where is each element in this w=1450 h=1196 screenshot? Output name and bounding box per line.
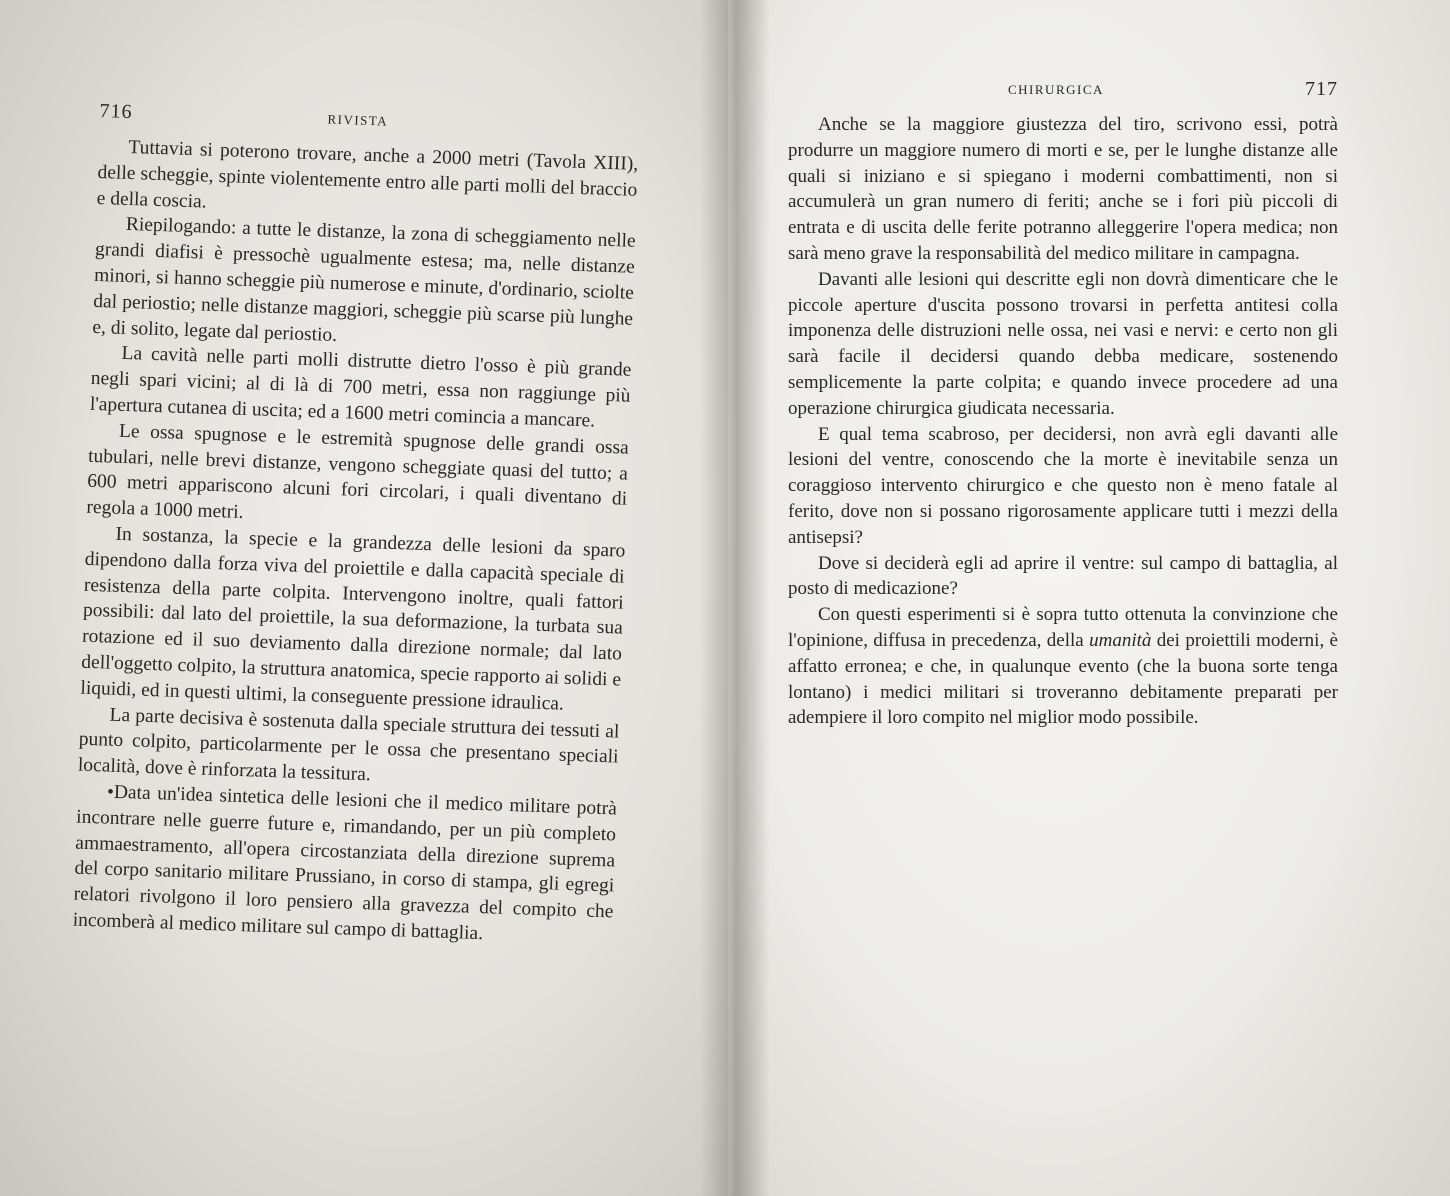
paragraph: Dove si deciderà egli ad aprire il ventre: sul campo di battaglia, al posto di medicazione?: [788, 552, 1338, 600]
paragraph-text: Con questi esperimenti si è sopra tutto ottenuta la convinzione che l'opinione, diffusa in precedenza, della: [788, 604, 1338, 651]
italic-term: umanità: [1089, 629, 1152, 651]
page-number: 717: [1305, 78, 1338, 100]
paragraph: La parte decisiva è sostenuta dalla speciale struttura dei tessuti al punto colpito, particolarmente per le ossa che presentano speciali località, dove è rinforzata la tessitura.: [77, 704, 620, 786]
running-head: CHIRURGICA: [1008, 82, 1104, 97]
page-number: 716: [99, 100, 133, 124]
paragraph: Anche se la maggiore giustezza del tiro, scrivono essi, potrà produrre un maggiore numero di morti e se, per le lunghe distanze alle quali si iniziano e si spiegano i moderni combattimenti, non si accumulerà un gran numero di feriti; anche se i fori più piccoli di entrata e di uscita delle ferite potranno alleggerire l'opera medica; non sarà meno grave la responsabilità del medico militare in campagna.: [788, 114, 1338, 264]
paragraph: In sostanza, la specie e la grandezza delle lesioni da sparo dipendono dalla forza viva del proiettile e dalla capacità speciale di resistenza della parte colpita. Intervengono inoltre, quali fattori possibili: dal lato del proiettile, la sua deformazione, la turbata sua rotazione ed il suo deviamento dalla direzione normale; dal lato dell'oggetto colpito, la struttura anatomica, specie rapporto ai solidi e liquidi, ed in questi ultimi, la conseguente pressione idraulica.: [80, 523, 626, 715]
paragraph: Davanti alle lesioni qui descritte egli non dovrà dimenticare che le piccole aperture d'uscita possono trovarsi in perfetta antitesi colla imponenza delle distruzioni nelle ossa, nei vasi e nervi: e certo non gli sarà facile il decidersi quando debba medicare, sostenendo semplicemente la parte colpita; e quando invece procedere ad una operazione chirurgica giudicata necessaria.: [788, 268, 1338, 419]
paragraph: Riepilogando: a tutte le distanze, la zona di scheggiamento nelle grandi diafisi è pressochè ugualmente estesa; ma, nelle distanze minori, si hanno scheggie più numerose e minute, d'ordinario, sciolte dal periostio; nelle distanze maggiori, scheggie più scarse più lunghe e, di solito, legate dal periostio.: [92, 214, 636, 346]
paragraph-text: dei proiettili moderni, è affatto erronea; e che, in qualunque evento (che la buona sorte tenga lontano) i medici militari si troveranno debitamente preparati per adempiere il loro compito nel miglior modo possibile.: [788, 629, 1338, 729]
paragraph: [788, 602, 1338, 731]
right-page-content: [788, 78, 1338, 731]
right-page-text: [788, 112, 1338, 731]
paragraph: Tuttavia si poterono trovare, anche a 2000 metri (Tavola XIII), delle scheggie, spinte violentemente entro alle parti molli del braccio e della coscia.: [96, 136, 639, 213]
right-page-header: [788, 78, 1338, 112]
left-page-content: [72, 100, 639, 951]
book-gutter: [700, 0, 770, 1196]
left-page-text: [72, 134, 638, 951]
paragraph: Le ossa spugnose e le estremità spugnose delle grandi ossa tubulari, nelle brevi distanze, vengono scheggiate quasi del tutto; a 600 metri appariscono alcuni fori circolari, i quali diventano di regola a 1000 metri.: [86, 420, 630, 524]
paragraph: •Data un'idea sintetica delle lesioni che il medico militare potrà incontrare nelle guerre future e, rimandando, per un più completo ammaestramento, all'opera circostanziata della direzione suprema del corpo sanitario militare Prussiano, in corso di stampa, gli egregi relatori rivolgono il loro pensiero alla gravezza del compito che incomberà al medico militare sul campo di battaglia.: [72, 781, 618, 945]
paragraph: La cavità nelle parti molli distrutte dietro l'osso è più grande negli spari vicini; al di là di 700 metri, essa non raggiunge più l'apertura cutanea di uscita; ed a 1600 metri comincia a mancare.: [89, 343, 632, 432]
right-page: [728, 0, 1450, 1196]
paragraph: E qual tema scabroso, per decidersi, non avrà egli davanti alle lesioni del ventre, conoscendo che la morte è inevitabile senza un coraggioso intervento chirurgico e che questo non è meno fatale al ferito, dove non si possano rigorosamente applicare tutti i mezzi della antisepsi?: [788, 423, 1338, 548]
running-head: RIVISTA: [327, 111, 389, 129]
